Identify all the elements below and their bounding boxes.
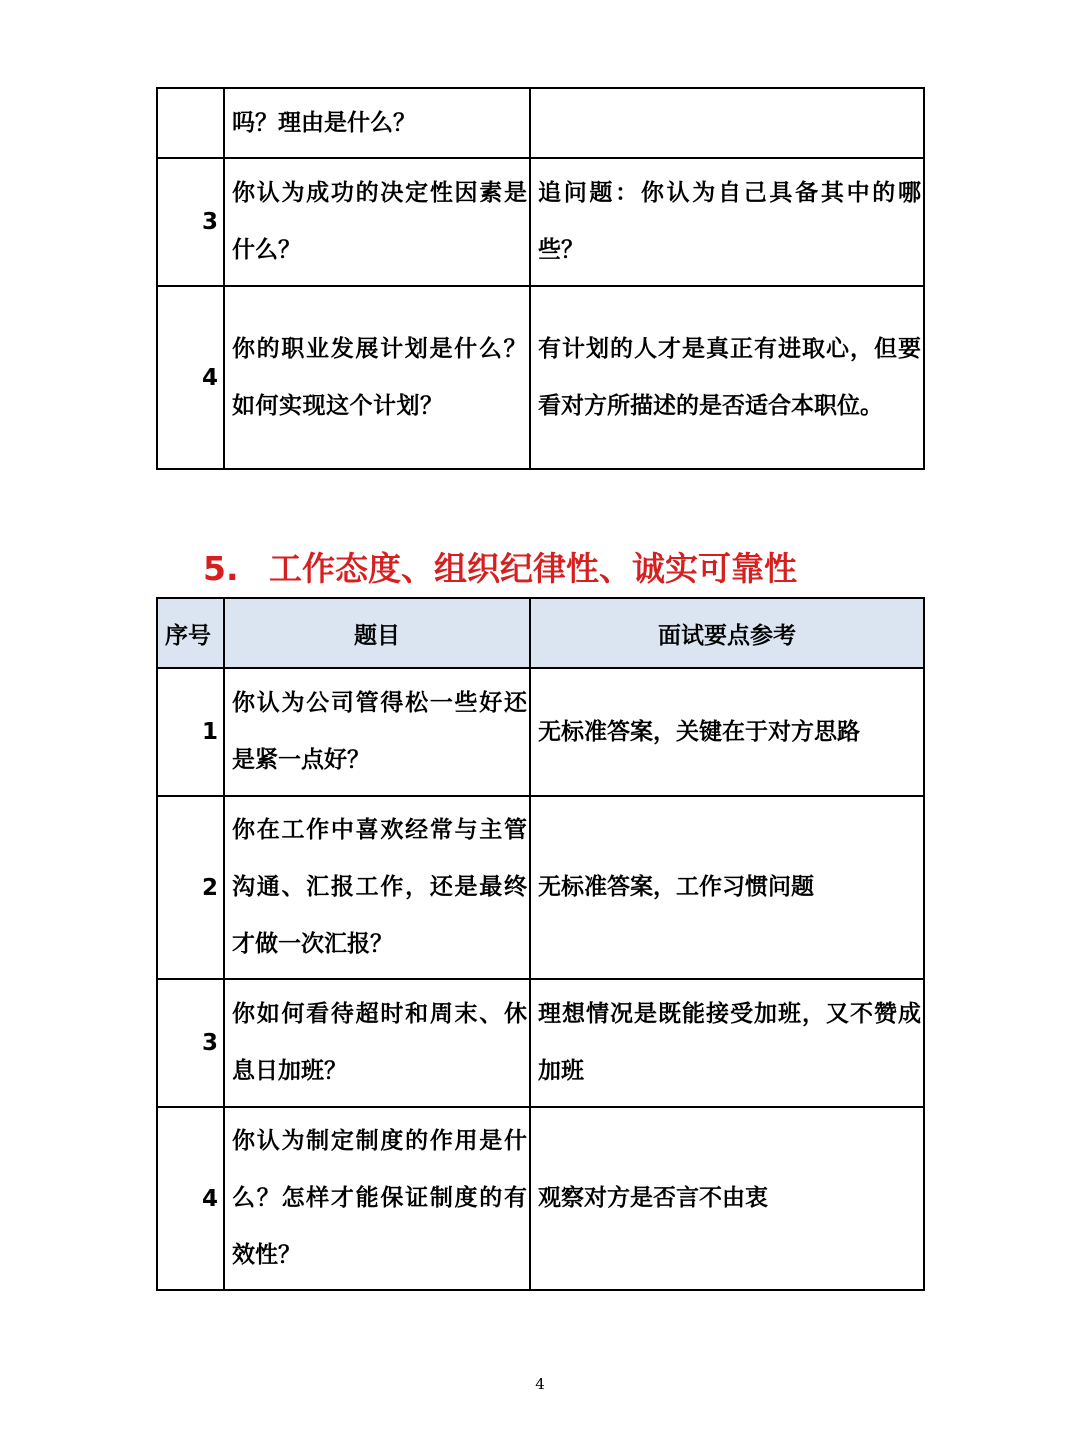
table-row xyxy=(157,979,924,1107)
question-cell: 你认为制定制度的作用是什么？怎样才能保证制度的有效性？ xyxy=(224,1107,530,1290)
table-header-row xyxy=(157,598,924,668)
reference-cell: 有计划的人才是真正有进取心，但要看对方所描述的是否适合本职位。 xyxy=(530,286,924,469)
reference-cell: 无标准答案，关键在于对方思路 xyxy=(530,668,924,796)
question-cell: 你在工作中喜欢经常与主管沟通、汇报工作，还是最终才做一次汇报？ xyxy=(224,796,530,979)
page-number: 4 xyxy=(535,1375,545,1393)
section-title: 工作态度、组织纪律性、诚实可靠性 xyxy=(269,549,797,588)
section-number: 5. xyxy=(203,549,239,588)
section-heading xyxy=(203,544,797,594)
reference-cell xyxy=(530,88,924,158)
reference-cell: 追问题：你认为自己具备其中的哪些？ xyxy=(530,158,924,286)
question-table xyxy=(156,597,925,1291)
table-row xyxy=(157,796,924,979)
reference-cell: 理想情况是既能接受加班，又不赞成加班 xyxy=(530,979,924,1107)
table-row xyxy=(157,158,924,286)
question-cell: 你的职业发展计划是什么？如何实现这个计划？ xyxy=(224,286,530,469)
question-table-continued xyxy=(156,87,925,470)
question-cell: 吗？理由是什么？ xyxy=(224,88,530,158)
row-number: 4 xyxy=(157,1107,224,1290)
row-number: 3 xyxy=(157,158,224,286)
question-cell: 你认为公司管得松一些好还是紧一点好？ xyxy=(224,668,530,796)
header-reference: 面试要点参考 xyxy=(530,598,924,668)
row-number: 3 xyxy=(157,979,224,1107)
row-number: 4 xyxy=(157,286,224,469)
row-number: 1 xyxy=(157,668,224,796)
question-cell: 你如何看待超时和周末、休息日加班？ xyxy=(224,979,530,1107)
header-number: 序号 xyxy=(157,598,224,668)
row-number xyxy=(157,88,224,158)
table-row xyxy=(157,286,924,469)
row-number: 2 xyxy=(157,796,224,979)
table-row xyxy=(157,668,924,796)
table-row xyxy=(157,88,924,158)
question-cell: 你认为成功的决定性因素是什么？ xyxy=(224,158,530,286)
reference-cell: 观察对方是否言不由衷 xyxy=(530,1107,924,1290)
table-row xyxy=(157,1107,924,1290)
header-question: 题目 xyxy=(224,598,530,668)
reference-cell: 无标准答案，工作习惯问题 xyxy=(530,796,924,979)
